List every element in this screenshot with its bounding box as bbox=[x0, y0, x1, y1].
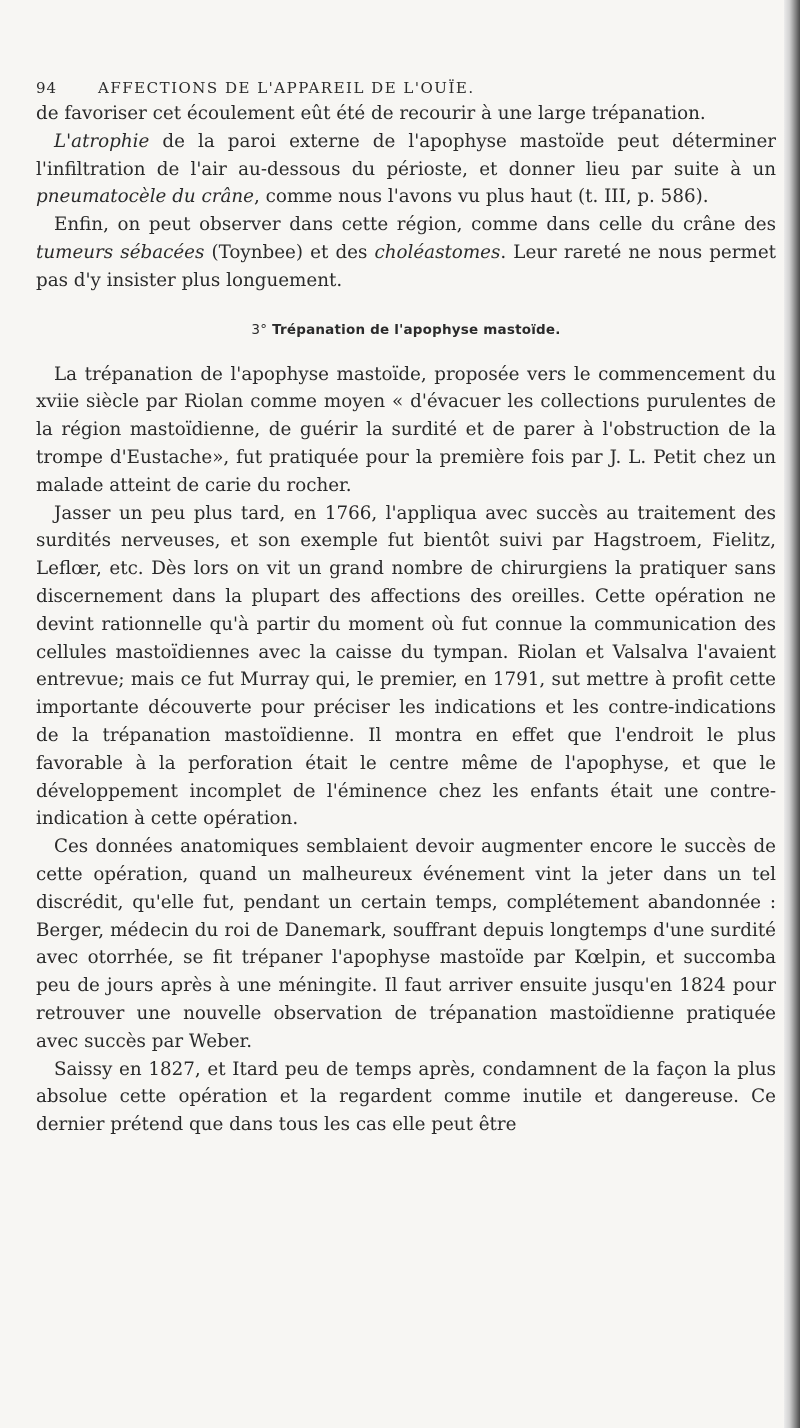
paragraph-continuation: de favoriser cet écoulement eût été de recourir à une large trépanation. bbox=[36, 103, 706, 124]
paragraph-body-1: La trépanation de l'apophyse mastoïde, proposée vers le commencement du xviie siècle par Riolan comme moyen « d'évacuer les collections purulentes de la région mastoïdienne, de guérir la surdité et de parer à l'obstruction de la trompe d'Eustache», fut pratiquée pour la première fois par J. L. Petit chez un malade atteint de carie du rocher. bbox=[36, 363, 776, 496]
paragraph-atrophie: L'atrophie de la paroi externe de l'apophyse mastoïde peut déterminer l'infiltration de l'air au-dessous du périoste, et donner lieu par suite à un pneumatocèle du crâne, comme nous l'avons vu plus haut (t. III, p. 586). bbox=[36, 130, 776, 208]
term-tumeurs-sebacees: tumeurs sébacées bbox=[36, 241, 205, 263]
term-pneumatocele: pneumatocèle du crâne bbox=[36, 186, 254, 208]
paragraph-body-3: Ces données anatomiques semblaient devoir augmenter encore le succès de cette opération, quand un malheureux événement vint la jeter dans un tel discrédit, qu'elle fut, pendant un certain temps, complétement abandonnée : Berger, médecin du roi de Danemark, souffrant depuis longtemps d'une surdité avec otorrhée, se fit trépaner l'apophyse mastoïde par Kœlpin, et succomba peu de jours après à une méningite. Il faut arriver ensuite jusqu'en 1824 pour retrouver une nouvelle observation de trépanation mastoïdienne pratiquée avec succès par Weber. bbox=[36, 836, 776, 1052]
section-number: 3° bbox=[251, 321, 268, 338]
section-title: Trépanation de l'apophyse mastoïde. bbox=[272, 321, 561, 338]
paragraph-body-4: Saissy en 1827, et Itard peu de temps après, condamnent de la façon la plus absolue cette opération et la regardent comme inutile et dangereuse. Ce dernier prétend que dans tous les cas elle peut être bbox=[36, 1058, 776, 1136]
running-title: AFFECTIONS DE L'APPAREIL DE L'OUÏE. bbox=[98, 79, 475, 97]
page-number: 94 bbox=[36, 79, 58, 97]
page-text bbox=[36, 100, 776, 1139]
paragraph-tumeurs: Enfin, on peut observer dans cette région, comme dans celle du crâne des tumeurs sébacées (Toynbee) et des choléastomes. Leur rareté ne nous permet pas d'y insister plus longuement. bbox=[36, 214, 776, 291]
term-atrophie: L'atrophie bbox=[54, 130, 150, 152]
paragraph-body-2: Jasser un peu plus tard, en 1766, l'appliqua avec succès au traitement des surdités nerveuses, et son exemple fut bientôt suivi par Hagstroem, Fielitz, Leflœr, etc. Dès lors on vit un grand nombre de chirurgiens la pratiquer sans discernement dans la plupart des affections des oreilles. Cette opération ne devint rationnelle qu'à partir du moment où fut connue la communication des cellules mastoïdiennes avec la caisse du tympan. Riolan et Valsalva l'avaient entrevue; mais ce fut Murray qui, le premier, en 1791, sut mettre à profit cette importante découverte pour préciser les indications et les contre-indications de la trépanation mastoïdienne. Il montra en effet que l'endroit le plus favorable à la perforation était le centre même de l'apophyse, et que le développement incomplet de l'éminence chez les enfants était une contre-indication à cette opération. bbox=[36, 502, 776, 830]
page-edge-shadow bbox=[784, 0, 800, 1428]
section-spacer bbox=[36, 295, 776, 313]
term-choleastomes: choléastomes bbox=[374, 241, 501, 263]
section-heading bbox=[36, 321, 776, 339]
